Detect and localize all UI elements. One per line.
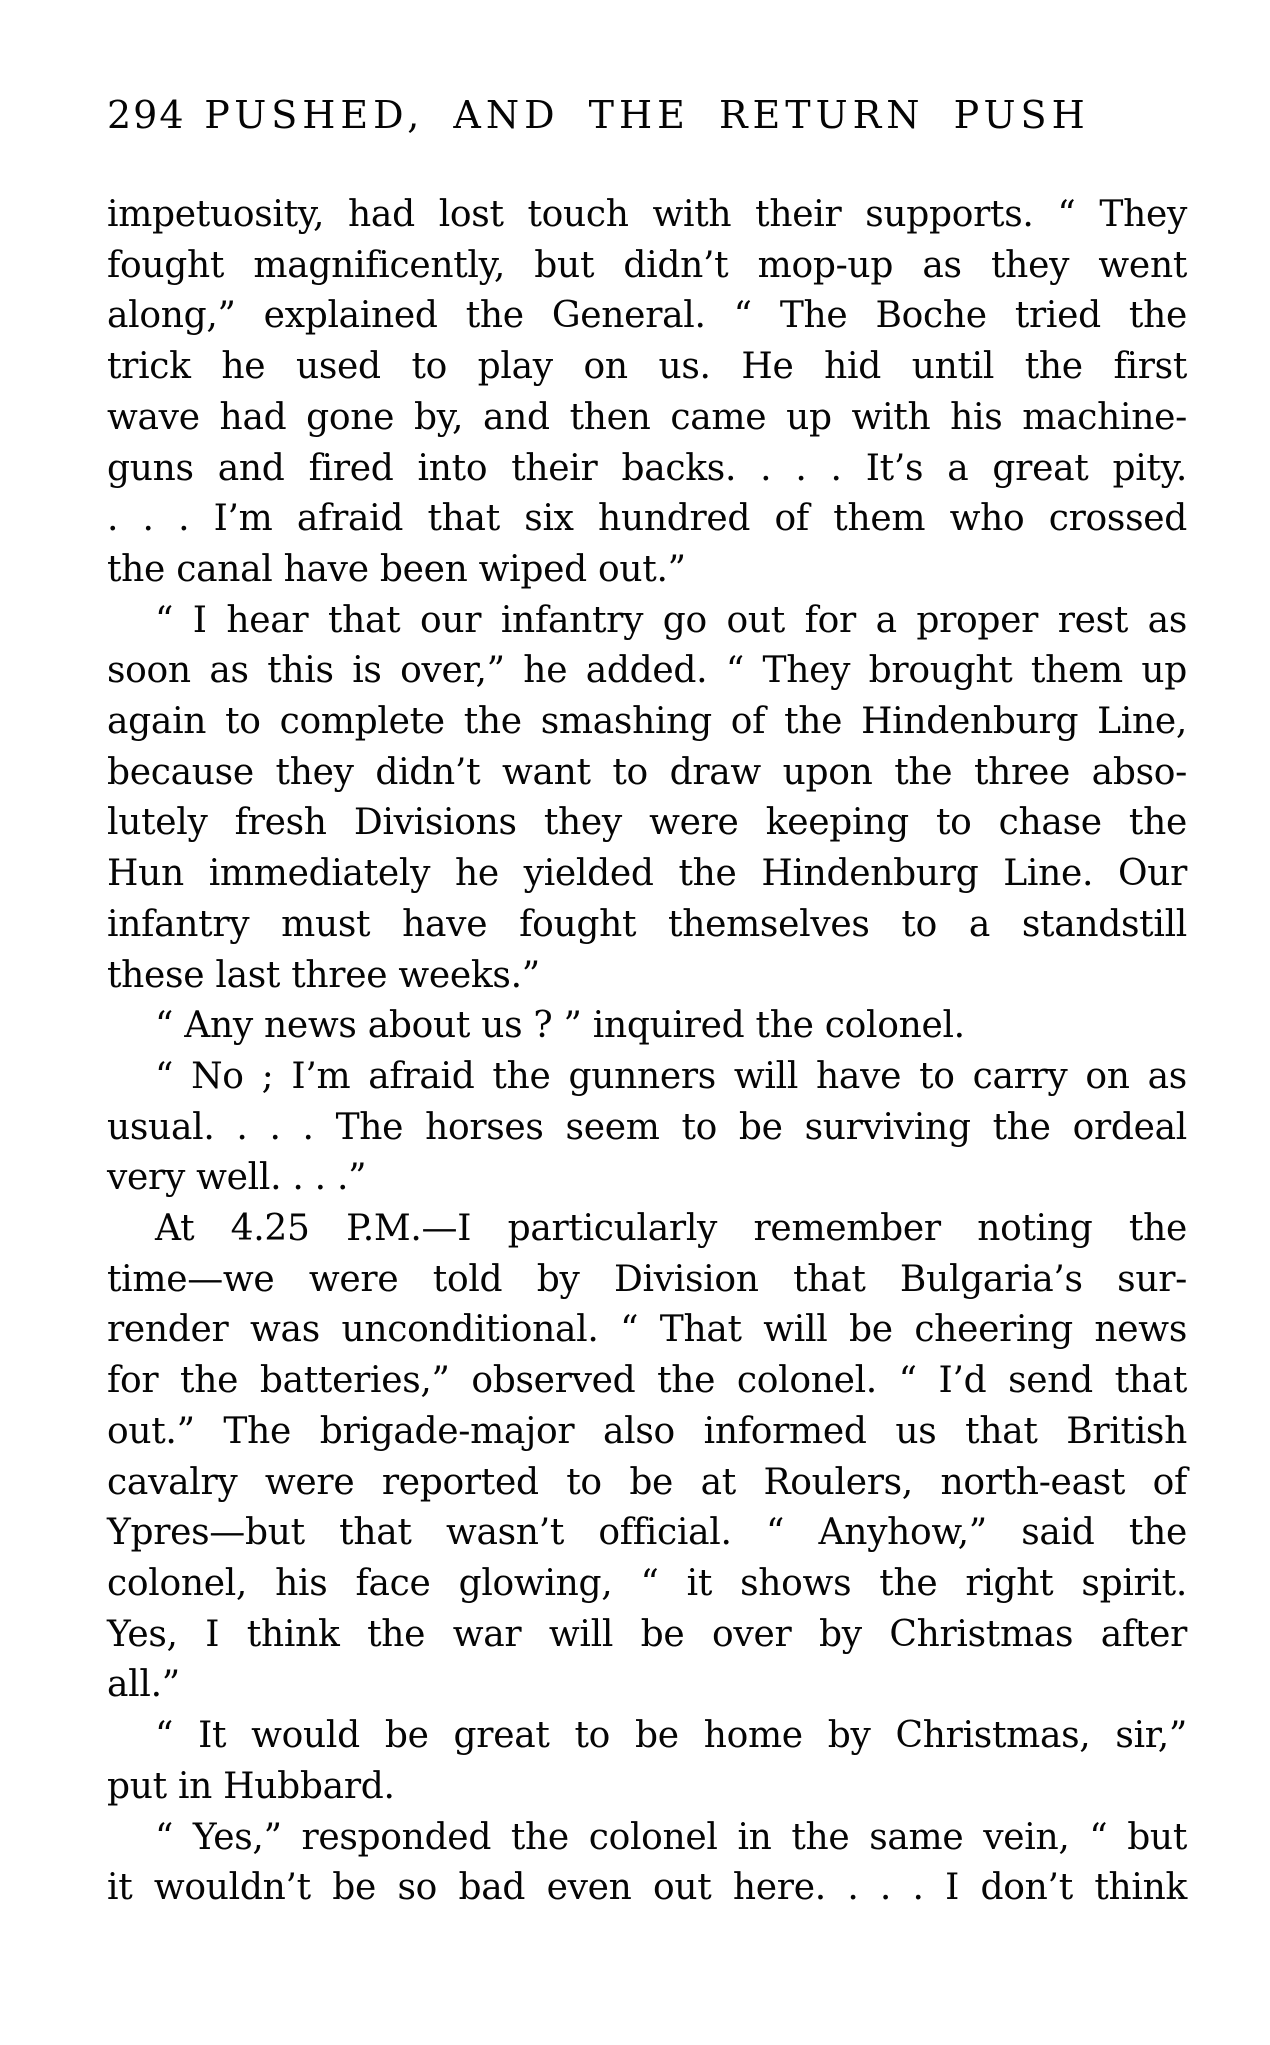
text-line: these last three weeks.” [107,954,540,996]
text-line: “ I hear that our infantry go out for a proper rest as [155,599,1187,641]
text-line: soon as this is over,” he added. “ They brought them up [107,650,1187,692]
text-line: impetuosity, had lost touch with their supports. “ They [107,194,1187,235]
text-line: “ Yes,” responded the colonel in the same vein, “ but [155,1816,1187,1858]
text-line: Hun immediately he yielded the Hindenburg Line. Our [107,853,1187,895]
text-line: “ No ; I’m afraid the gunners will have to carry on as [155,1055,1187,1097]
text-line: very well. . . .” [107,1157,367,1199]
body-text [107,190,1187,1914]
page-header [107,92,1187,138]
text-line: guns and fired into their backs. . . . It’s a great pity. [107,447,1187,489]
text-line: “ Any news about us ? ” inquired the colonel. [155,1005,965,1047]
text-line: fought magnificently, but didn’t mop-up as they went [107,244,1187,286]
text-line: out.” The brigade-major also informed us that British [107,1410,1187,1452]
text-line: lutely fresh Divisions they were keeping to chase the [107,802,1187,844]
text-line: infantry must have fought themselves to a standstill [107,903,1187,945]
text-line: render was unconditional. “ That will be cheering news [107,1309,1187,1351]
page-number: 294 [107,93,186,137]
text-line: . . . I’m afraid that six hundred of them who crossed [107,498,1187,540]
text-line: again to complete the smashing of the Hindenburg Line, [107,701,1187,743]
text-line: because they didn’t want to draw upon the three abso- [107,751,1187,793]
text-line: colonel, his face glowing, “ it shows the right spirit. [107,1562,1187,1604]
text-line: wave had gone by, and then came up with his machine- [107,396,1187,438]
text-line: time—we were told by Division that Bulgaria’s sur- [107,1258,1187,1300]
text-line: Ypres—but that wasn’t official. “ Anyhow,” said the [107,1512,1187,1554]
text-line: “ It would be great to be home by Christmas, sir,” [155,1715,1187,1757]
text-line: it wouldn’t be so bad even out here. . . . I don’t think [107,1867,1187,1909]
text-line: along,” explained the General. “ The Boche tried the [107,295,1187,337]
running-title: PUSHED, AND THE RETURN PUSH [204,93,1090,137]
text-line: Yes, I think the war will be over by Christmas after [107,1613,1187,1655]
text-line: put in Hubbard. [107,1765,395,1807]
text-line: for the batteries,” observed the colonel. “ I’d send that [107,1360,1187,1402]
text-line: cavalry were reported to be at Roulers, north-east of [107,1461,1187,1503]
text-line: trick he used to play on us. He hid until the first [107,346,1187,388]
text-line: At 4.25 P.M.—I particularly remember noting the [155,1208,1187,1250]
text-line: all.” [107,1664,180,1706]
text-line: the canal have been wiped out.” [107,548,686,590]
text-line: usual. . . . The horses seem to be surviving the ordeal [107,1106,1187,1148]
